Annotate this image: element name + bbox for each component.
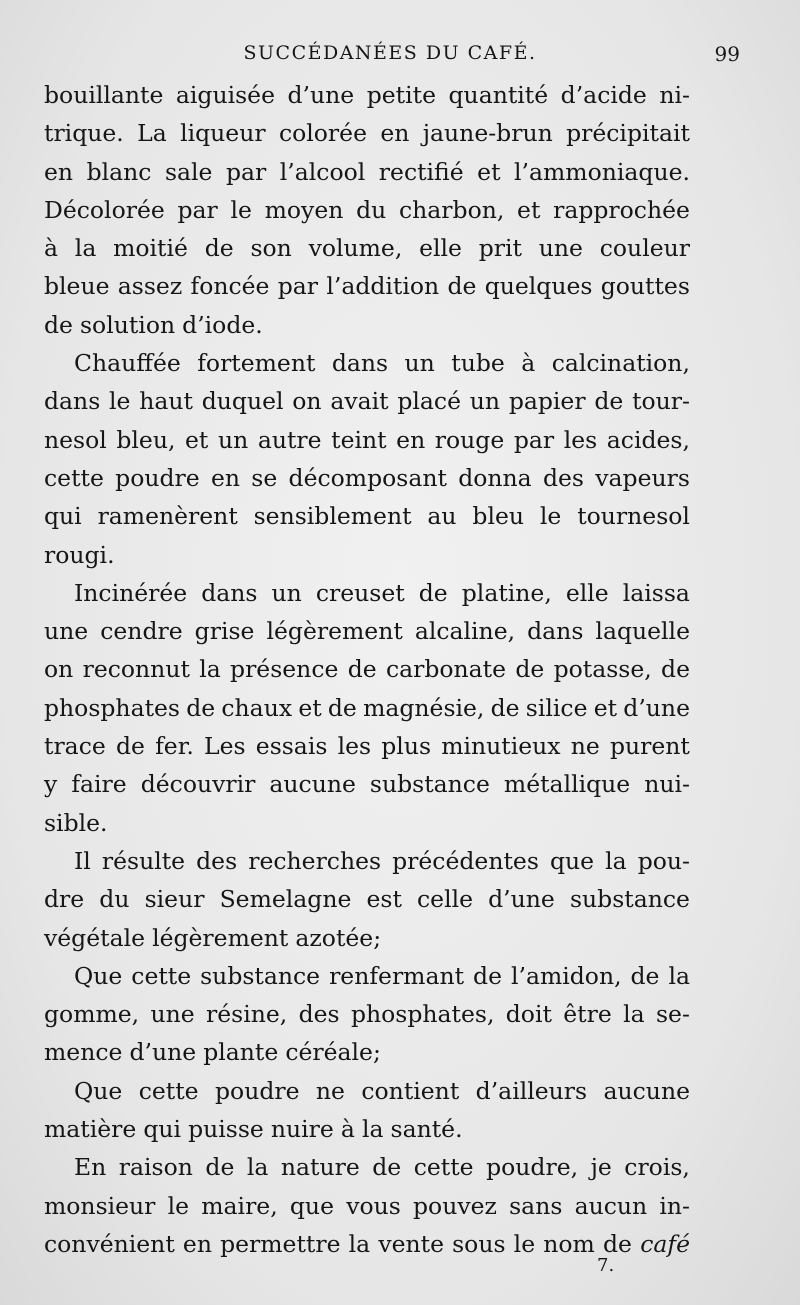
- word: plante: [203, 1038, 279, 1067]
- word: d’une: [129, 1038, 197, 1067]
- word: rougi.: [44, 540, 115, 569]
- word: Semelagne: [219, 885, 352, 914]
- text-line: [44, 114, 690, 152]
- word: d’acide: [560, 81, 647, 109]
- word: substance: [200, 961, 321, 990]
- word: poudre: [115, 463, 200, 492]
- word: potasse,: [553, 655, 652, 684]
- word: sieur: [144, 885, 205, 914]
- word: de: [44, 310, 73, 339]
- word: y: [44, 770, 58, 799]
- word: nesol: [44, 425, 107, 454]
- word: laissa: [622, 578, 690, 607]
- word: phosphates: [44, 693, 180, 722]
- word: purent: [609, 732, 690, 761]
- word: carbonate: [385, 655, 507, 684]
- word: bleue: [44, 272, 110, 301]
- word: phosphates,: [350, 1000, 495, 1029]
- word: Décolorée: [44, 195, 165, 224]
- word: autre: [257, 425, 322, 454]
- word: un: [469, 387, 501, 416]
- word: et: [185, 425, 209, 454]
- word: creuset: [315, 578, 405, 607]
- word: de: [661, 655, 690, 684]
- word: je: [590, 1153, 612, 1182]
- word: sans: [509, 1191, 563, 1220]
- word: de: [447, 272, 477, 301]
- word: vente: [378, 1229, 444, 1258]
- word: prit: [478, 234, 522, 263]
- word: papier: [508, 387, 586, 416]
- text-line: [44, 1187, 690, 1225]
- word: métallique: [503, 770, 631, 799]
- word: d’iode.: [182, 310, 263, 339]
- word: platine,: [461, 578, 552, 607]
- word: de: [204, 234, 234, 263]
- word: se-: [655, 1000, 690, 1029]
- word: le: [539, 502, 562, 531]
- word: céréale;: [285, 1038, 381, 1067]
- word: La: [137, 119, 167, 148]
- text-line: [44, 459, 690, 497]
- word: cendre: [100, 617, 183, 646]
- word: bouillante: [44, 81, 164, 109]
- word: plus: [381, 732, 432, 761]
- word: est: [366, 885, 402, 914]
- word: fortement: [197, 349, 316, 378]
- word: moitié: [113, 234, 188, 263]
- word: petite: [366, 81, 436, 109]
- word: de: [473, 961, 502, 990]
- word: l’addition: [326, 272, 440, 301]
- word: renfermant: [329, 961, 465, 990]
- word: donna: [458, 463, 532, 492]
- word: magnésie,: [363, 693, 485, 722]
- word: placé: [397, 387, 461, 416]
- word: reconnut: [82, 655, 190, 684]
- word: silice: [525, 693, 588, 722]
- word: aucune: [269, 770, 356, 799]
- text-line: [44, 1225, 690, 1263]
- word: cette: [138, 1076, 199, 1105]
- word: dans: [331, 349, 389, 378]
- word: de: [418, 578, 448, 607]
- word: d’une: [488, 885, 555, 914]
- text-line: [44, 957, 690, 995]
- word: substance: [369, 770, 490, 799]
- word: en: [210, 463, 240, 492]
- word: matière: [44, 1115, 137, 1144]
- word: Que: [74, 1076, 123, 1105]
- word: trique.: [44, 119, 124, 148]
- word: le: [513, 1229, 536, 1258]
- word: la: [74, 234, 97, 263]
- word: rapprochée: [553, 195, 690, 224]
- word: qui: [44, 502, 82, 531]
- italic-word: café: [640, 1229, 690, 1258]
- word: tour-: [632, 387, 690, 416]
- word: moyen: [264, 195, 344, 224]
- word: jaune-brun: [422, 119, 553, 148]
- word: en: [44, 157, 74, 186]
- word: maire,: [201, 1191, 278, 1220]
- word: poudre: [215, 1076, 300, 1105]
- text-line: [44, 727, 690, 765]
- word: on: [292, 387, 322, 416]
- word: bleu,: [116, 425, 176, 454]
- word: contient: [361, 1076, 460, 1105]
- page-number: 99: [714, 42, 740, 66]
- word: et: [593, 693, 618, 722]
- word: précipitait: [566, 119, 690, 148]
- word: essais: [255, 732, 328, 761]
- word: gomme,: [44, 1000, 140, 1029]
- word: bleu: [472, 502, 525, 531]
- word: vapeurs: [595, 463, 690, 492]
- word: aucun: [574, 1191, 648, 1220]
- text-line: [44, 536, 690, 574]
- word: mence: [44, 1038, 123, 1067]
- text-line: [44, 344, 690, 382]
- word: du: [99, 885, 130, 914]
- word: des: [196, 846, 238, 875]
- word: elle: [419, 234, 462, 263]
- word: sensiblement: [253, 502, 412, 531]
- word: de: [515, 655, 545, 684]
- word: elle: [565, 578, 609, 607]
- text-line: [44, 689, 690, 727]
- word: décomposant: [288, 463, 447, 492]
- word: colorée: [278, 119, 367, 148]
- text-line: [44, 1110, 690, 1148]
- word: le: [230, 195, 252, 224]
- word: le: [109, 387, 131, 416]
- word: En: [74, 1153, 107, 1182]
- word: le: [167, 1191, 190, 1220]
- word: de: [115, 732, 145, 761]
- word: de: [327, 693, 357, 722]
- word: à: [340, 1115, 355, 1144]
- word: de: [602, 1229, 632, 1258]
- word: d’une: [623, 693, 690, 722]
- text-line: [44, 842, 690, 880]
- word: un: [404, 349, 435, 378]
- word: la: [623, 1000, 645, 1029]
- text-line: [44, 1033, 690, 1071]
- word: solution: [80, 310, 176, 339]
- word: tube: [451, 349, 505, 378]
- text-line: [44, 765, 690, 803]
- word: les: [563, 425, 598, 454]
- word: en: [396, 425, 426, 454]
- word: foncée: [190, 272, 270, 301]
- word: azotée;: [295, 923, 382, 952]
- text-segment: [44, 1225, 632, 1263]
- word: de: [347, 655, 377, 684]
- text-line: [44, 267, 690, 305]
- word: en: [182, 1229, 212, 1258]
- word: les: [337, 732, 372, 761]
- word: quantité: [448, 81, 549, 109]
- word: assez: [117, 272, 183, 301]
- word: précédentes: [392, 846, 539, 875]
- word: recherches: [248, 846, 382, 875]
- word: convénient: [44, 1229, 175, 1258]
- word: couleur: [599, 234, 690, 263]
- word: substance: [569, 885, 690, 914]
- word: dans: [44, 387, 101, 416]
- word: des: [298, 1000, 340, 1029]
- word: à: [44, 234, 59, 263]
- word: par: [513, 425, 555, 454]
- word: dans: [201, 578, 258, 607]
- word: et: [477, 157, 501, 186]
- word: résine,: [206, 1000, 288, 1029]
- word: doit: [505, 1000, 552, 1029]
- word: et: [298, 693, 322, 722]
- word: monsieur: [44, 1191, 156, 1220]
- word: un: [271, 578, 302, 607]
- word: une: [150, 1000, 195, 1029]
- word: de: [490, 693, 520, 722]
- text-line: [44, 650, 690, 688]
- word: liqueur: [180, 119, 266, 148]
- text-line: [44, 1072, 690, 1110]
- word: Il: [74, 846, 91, 875]
- word: teint: [331, 425, 387, 454]
- word: dre: [44, 885, 85, 914]
- word: trace: [44, 732, 106, 761]
- text-line: [44, 804, 690, 842]
- text-line: [44, 497, 690, 535]
- word: la: [605, 846, 627, 875]
- word: sous: [452, 1229, 506, 1258]
- word: que: [549, 846, 595, 875]
- text-line: [44, 1148, 690, 1186]
- word: grise: [194, 617, 255, 646]
- text-line: [44, 995, 690, 1033]
- word: faire: [71, 770, 127, 799]
- word: poudre,: [486, 1153, 579, 1182]
- word: alcaline,: [414, 617, 516, 646]
- word: ramenèrent: [97, 502, 238, 531]
- word: par: [225, 157, 267, 186]
- word: cette: [131, 961, 192, 990]
- word: l’amidon,: [510, 961, 622, 990]
- word: une: [538, 234, 583, 263]
- word: la: [199, 655, 221, 684]
- word: Incinérée: [74, 578, 188, 607]
- word: chaux: [221, 693, 293, 722]
- word: sale: [164, 157, 213, 186]
- word: on: [44, 655, 74, 684]
- signature-mark: 7.: [597, 1255, 615, 1276]
- word: qui: [143, 1115, 182, 1144]
- word: la: [348, 1229, 371, 1258]
- word: rectifié: [378, 157, 464, 186]
- word: calcination,: [551, 349, 690, 378]
- word: charbon,: [398, 195, 505, 224]
- text-line: [44, 421, 690, 459]
- word: l’ammoniaque.: [514, 157, 690, 186]
- word: minutieux: [441, 732, 561, 761]
- word: à: [521, 349, 536, 378]
- word: résulte: [101, 846, 186, 875]
- word: laquelle: [595, 617, 690, 646]
- word: la: [668, 961, 690, 990]
- word: par: [177, 195, 218, 224]
- word: nuire: [270, 1115, 334, 1144]
- word: gouttes: [600, 272, 690, 301]
- word: cette: [44, 463, 104, 492]
- text-line: [44, 153, 690, 191]
- text-line: [44, 612, 690, 650]
- word: puisse: [188, 1115, 264, 1144]
- word: ne: [570, 732, 600, 761]
- word: au: [427, 502, 457, 531]
- word: par: [277, 272, 319, 301]
- word: acides,: [606, 425, 690, 454]
- word: duquel: [201, 387, 284, 416]
- text-line: [44, 919, 690, 957]
- word: une: [44, 617, 89, 646]
- word: sible.: [44, 808, 108, 837]
- word: des: [542, 463, 584, 492]
- word: permettre: [220, 1229, 341, 1258]
- word: Chauffée: [74, 349, 181, 378]
- word: de: [205, 1153, 235, 1182]
- word: celle: [417, 885, 474, 914]
- word: haut: [139, 387, 193, 416]
- word: santé.: [390, 1115, 463, 1144]
- word: présence: [230, 655, 339, 684]
- word: de: [372, 1153, 402, 1182]
- word: de: [630, 961, 660, 990]
- text-line: [44, 382, 690, 420]
- word: Que: [74, 961, 123, 990]
- word: végétale: [44, 923, 146, 952]
- word: aucune: [603, 1076, 690, 1105]
- word: blanc: [86, 157, 152, 186]
- word: en: [380, 119, 410, 148]
- word: se: [251, 463, 278, 492]
- text-line: [44, 880, 690, 918]
- word: raison: [118, 1153, 193, 1182]
- text-line: [44, 76, 690, 114]
- word: fer.: [155, 732, 194, 761]
- word: nui-: [644, 770, 690, 799]
- word: la: [246, 1153, 269, 1182]
- word: d’une: [287, 81, 355, 109]
- word: un: [217, 425, 249, 454]
- word: aiguisée: [175, 81, 275, 109]
- text-line: [44, 306, 690, 344]
- word: avait: [330, 387, 389, 416]
- text-line: [44, 229, 690, 267]
- word: découvrir: [140, 770, 256, 799]
- word: nom: [543, 1229, 595, 1258]
- word: l’alcool: [279, 157, 366, 186]
- word: son: [250, 234, 292, 263]
- running-title: SUCCÉDANÉES DU CAFÉ.: [243, 42, 537, 64]
- text-line: [44, 191, 690, 229]
- word: pouvez: [413, 1191, 497, 1220]
- word: du: [356, 195, 387, 224]
- word: rouge: [434, 425, 505, 454]
- word: ni-: [659, 81, 690, 109]
- body-text: [44, 76, 690, 1263]
- word: Les: [204, 732, 246, 761]
- word: volume,: [308, 234, 403, 263]
- word: dans: [527, 617, 584, 646]
- word: crois,: [624, 1153, 690, 1182]
- text-line: [44, 574, 690, 612]
- word: pou-: [637, 846, 690, 875]
- word: légèrement: [152, 923, 289, 952]
- word: légèrement: [266, 617, 403, 646]
- word: de: [594, 387, 624, 416]
- page-header: [40, 34, 740, 74]
- word: cette: [413, 1153, 474, 1182]
- word: quelques: [484, 272, 593, 301]
- word: que: [289, 1191, 334, 1220]
- word: et: [517, 195, 541, 224]
- word: d’ailleurs: [475, 1076, 588, 1105]
- word: tournesol: [577, 502, 690, 531]
- word: ne: [315, 1076, 345, 1105]
- word: vous: [346, 1191, 401, 1220]
- word: nature: [280, 1153, 360, 1182]
- word: de: [186, 693, 216, 722]
- word: in-: [659, 1191, 690, 1220]
- word: être: [563, 1000, 612, 1029]
- word: la: [361, 1115, 384, 1144]
